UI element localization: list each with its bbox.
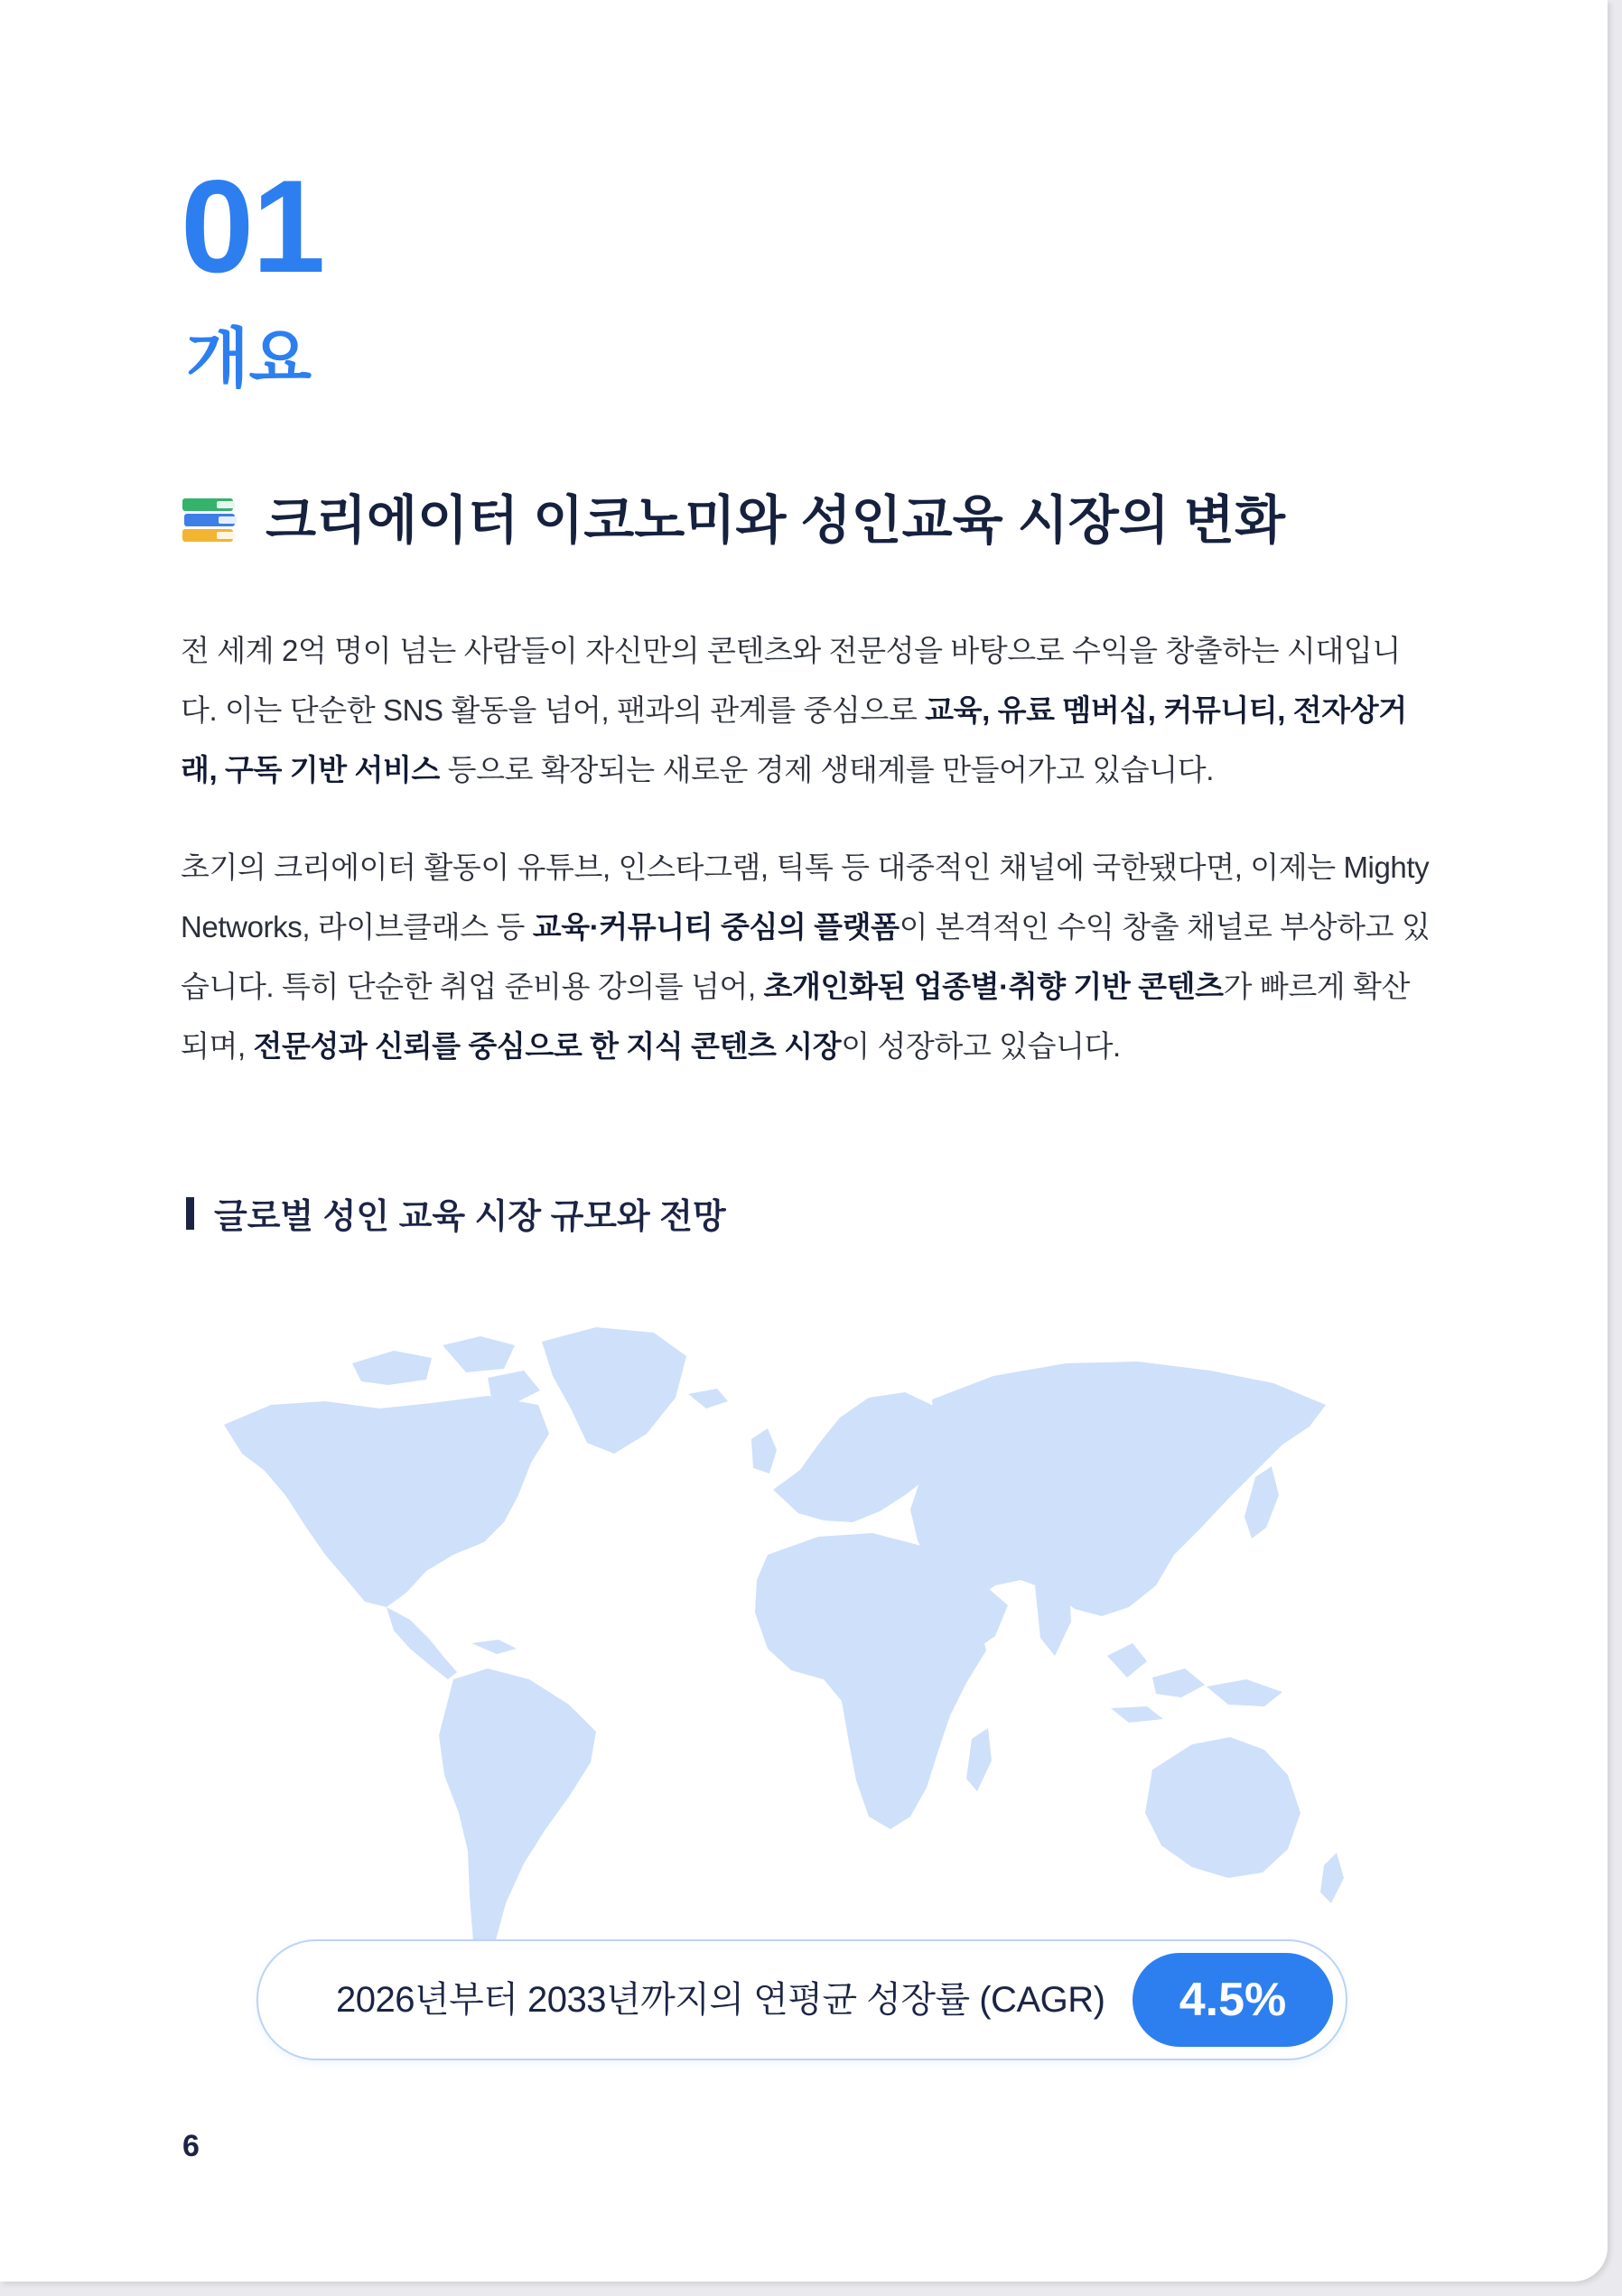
world-map-illustration xyxy=(217,1318,1355,1968)
subsection-heading xyxy=(186,1188,726,1238)
cagr-label: 2026년부터 2033년까지의 연평균 성장률 (CAGR) xyxy=(336,1980,1105,2020)
page-number: 6 xyxy=(182,2129,200,2163)
subsection-bar xyxy=(186,1197,194,1230)
heading-title: 크리에이터 이코노미와 성인교육 시장의 변화 xyxy=(266,491,1285,550)
intro-paragraph-2: 초기의 크리에이터 활동이 유튜브, 인스타그램, 틱톡 등 대중적인 채널에 국한됐다면, 이제는 Mighty Networks, 라이브클래스 등 교육·커뮤니티 중심의 플랫폼이 본격적인 수익 창출 채널로 부상하고 있습니다. 특히 단순한 취업 준비용 강의를 넘어, 초개인화된 업종별·취향 기반 콘텐츠가 빠르게 확산되며, 전문성과 신뢰를 중심으로 한 지식 콘텐츠 시장이 성장하고 있습니다. xyxy=(181,851,1431,1063)
section-title: 개요 xyxy=(186,323,312,395)
subsection-title: 글로벌 성인 교육 시장 규모와 전망 xyxy=(214,1198,726,1236)
intro-paragraph-1: 전 세계 2억 명이 넘는 사람들이 자신만의 콘텐츠와 전문성을 바탕으로 수익을 창출하는 시대입니다. 이는 단순한 SNS 활동을 넘어, 팬과의 관계를 중심으로 교육, 유료 멤버십, 커뮤니티, 전자상거래, 구독 기반 서비스 등으로 확장되는 새로운 경제 생태계를 만들어가고 있습니다. xyxy=(181,634,1407,786)
section-number: 01 xyxy=(181,153,324,300)
cagr-value-badge: 4.5% xyxy=(1133,1953,1333,2047)
heading-row xyxy=(181,491,1285,550)
books-icon xyxy=(181,497,238,545)
cagr-stat-card xyxy=(256,1939,1347,2060)
